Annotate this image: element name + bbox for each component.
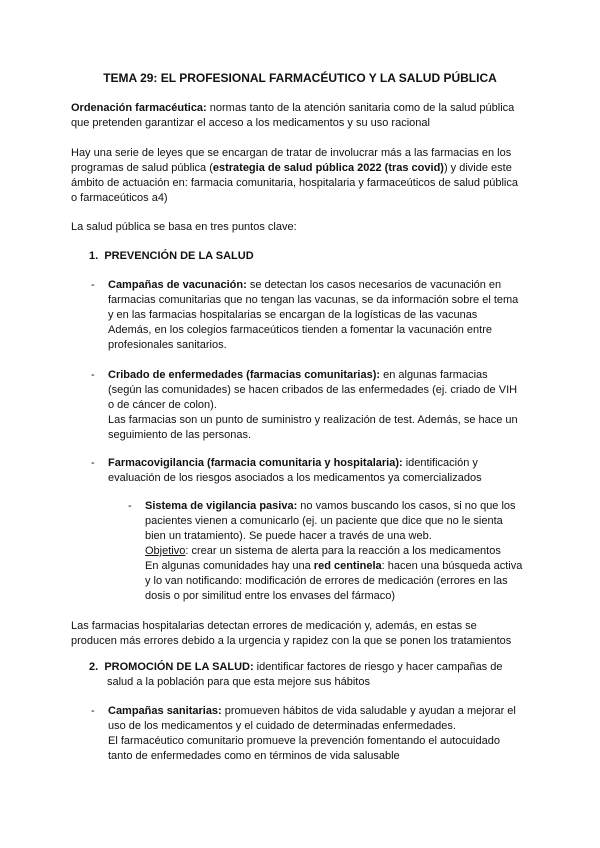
leyes-paragraph <box>71 146 518 206</box>
ordenacion-line: normas tanto de la atención sanitaria como de la salud pública <box>206 102 515 114</box>
cribado-line: en algunas farmacias <box>380 369 488 381</box>
hospitalarias-paragraph <box>71 619 511 649</box>
leyes-line: ámbito de actuación en: farmacia comunitaria, hospitalaria y farmaceúticos de salud pública <box>71 177 518 189</box>
cribado-term: Cribado de enfermedades (farmacias comunitarias): <box>108 369 381 381</box>
cribado-line: (según las comunidades) se hacen cribados de las enfermedades (ej. criado de VIH <box>108 384 518 396</box>
sanitarias-line: tanto de enfermedades como en términos de vida salusable <box>108 750 400 762</box>
bullet-dash: - <box>91 279 95 291</box>
vigilancia-line: y lo van notificando: modificación de errores de medicación (errores en las <box>145 575 508 587</box>
vacunacion-line: profesionales sanitarios. <box>108 339 227 351</box>
objetivo-label: Objetivo <box>145 545 186 557</box>
vacunacion-line: Además, en los colegios farmaceúticos tienden a fomentar la vacunación entre <box>108 324 492 336</box>
farmacovigilancia-line: evaluación de los riesgos asociados a los medicamentos ya comercializados <box>108 472 482 484</box>
bullet-dash: - <box>128 500 132 512</box>
vigilancia-line: En algunas comunidades hay una <box>145 560 314 572</box>
cribado-line: seguimiento de las personas. <box>108 429 252 441</box>
section-title: PREVENCIÓN DE LA SALUD <box>104 250 254 262</box>
vigilancia-line: pacientes vienen a comunicarlo (ej. un paciente que dice que no le sienta <box>145 515 503 527</box>
section-number: 1. <box>89 250 99 262</box>
hospitalarias-line: Las farmacias hospitalarias detectan errores de medicación y, además, en estas se <box>71 620 477 632</box>
leyes-line: Hay una serie de leyes que se encargan de tratar de involucrar más a las farmacias en los <box>71 147 512 159</box>
sanitarias-term: Campañas sanitarias: <box>108 705 222 717</box>
vacunacion-line: se detectan los casos necesarios de vacunación en <box>246 279 502 291</box>
bullet-dash: - <box>91 457 95 469</box>
bullet-dash: - <box>91 369 95 381</box>
leyes-line: ) y divide este <box>443 162 512 174</box>
vigilancia-line: bien un tratamiento). Se puede hacer a través de una web. <box>145 530 432 542</box>
farmacovigilancia-paragraph <box>108 456 482 486</box>
page-title: TEMA 29: EL PROFESIONAL FARMACÉUTICO Y LA SALUD PÚBLICA <box>103 71 497 85</box>
red-centinela-bold: red centinela <box>313 560 382 572</box>
vigilancia-line: no vamos buscando los casos, si no que los <box>297 500 516 512</box>
vigilancia-pasiva-term: Sistema de vigilancia pasiva: <box>145 500 298 512</box>
vigilancia-line: dosis o por similitud entre los envases del fármaco) <box>145 590 396 602</box>
bullet-dash: - <box>91 705 95 717</box>
sanitarias-line: El farmacéutico comunitario promueve la prevención fomentando el autocuidado <box>108 735 500 747</box>
section-number: 2. <box>89 661 99 673</box>
section-2-line: identificar factores de riesgo y hacer campañas de <box>253 661 503 673</box>
farmacovigilancia-line: identificación y <box>402 457 478 469</box>
hospitalarias-line: producen más errores debido a la urgencia y rapidez con la que se ponen los tratamientos <box>71 635 512 647</box>
leyes-line: programas de salud pública ( <box>71 162 213 174</box>
ordenacion-line: que pretenden garantizar el acceso a los medicamentos y su uso racional <box>71 117 430 129</box>
leyes-line: o farmaceúticos a4) <box>71 192 168 204</box>
sanitarias-line: promueven hábitos de vida saludable y ayudan a mejorar el <box>221 705 516 717</box>
section-title: PROMOCIÓN DE LA SALUD: <box>104 661 254 673</box>
section-2-heading <box>89 660 502 690</box>
vigilancia-line: : crear un sistema de alerta para la reacción a los medicamentos <box>185 545 501 557</box>
intro-puntos: La salud pública se basa en tres puntos clave: <box>71 221 297 233</box>
leyes-strategy-bold: estrategia de salud pública 2022 (tras covid) <box>212 162 444 174</box>
vigilancia-pasiva-paragraph <box>145 499 522 604</box>
sanitarias-paragraph <box>108 704 516 764</box>
farmacovigilancia-term: Farmacovigilancia (farmacia comunitaria y hospitalaria): <box>108 457 403 469</box>
vacunacion-line: farmacias comunitarias que no tengan las vacunas, se da información sobre el tema <box>108 294 519 306</box>
ordenacion-paragraph <box>71 101 514 131</box>
cribado-paragraph <box>108 368 518 443</box>
vacunacion-paragraph <box>108 278 518 353</box>
sanitarias-line: uso de los medicamentos y el cuidado de determinadas enfermedades. <box>108 720 456 732</box>
cribado-line: Las farmacias son un punto de suministro y realización de test. Además, se hace un <box>108 414 518 426</box>
section-2-line: salud a la población para que esta mejore sus hábitos <box>107 676 370 688</box>
vacunacion-term: Campañas de vacunación: <box>108 279 247 291</box>
section-1-heading <box>89 249 254 264</box>
cribado-line: o de cáncer de colon). <box>108 399 217 411</box>
ordenacion-term: Ordenación farmacéutica: <box>71 102 207 114</box>
vacunacion-line: y en las farmacias hospitalarias se encargan de la logísticas de las vacunas <box>108 309 478 321</box>
vigilancia-line: : hacen una búsqueda activa <box>381 560 523 572</box>
